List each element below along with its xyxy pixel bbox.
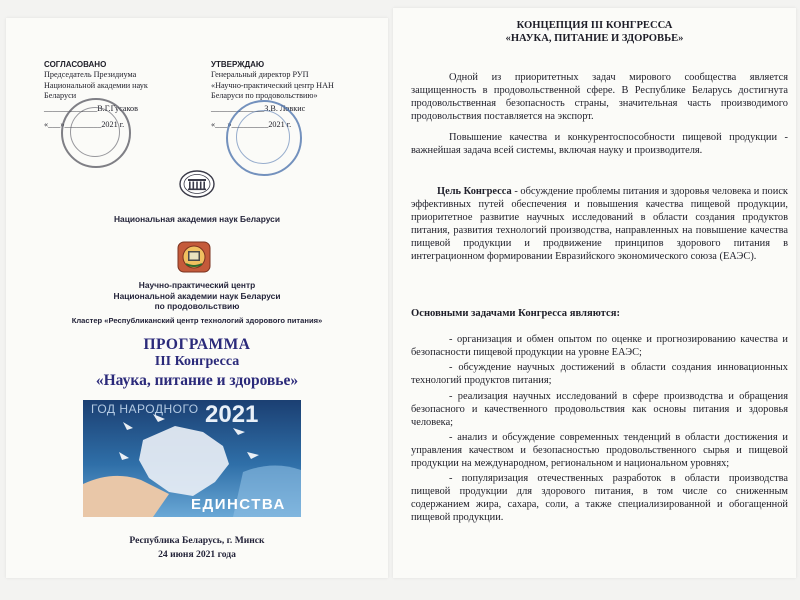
task-item: - популяризация отечественных разработок в области производства пищевой продукции для здорового питания, в том числе со сниженным содержанием жира, сахара, соли, а также специализированной и обогащенной пищевой продукции. (411, 473, 788, 524)
task-item: - организация и обмен опытом по оценке и прогнозированию качества и безопасности пищевой продукции на уровне ЕАЭС; (411, 334, 788, 358)
banner-year: 2021 (205, 401, 259, 428)
approval-heading: УТВЕРЖДАЮ (211, 60, 265, 69)
intro-paragraph: Повышение качества и конкурентоспособности пищевой продукции - важнейшая задача всей системы, включая науку и производителя. (411, 132, 788, 156)
approval-line: Председатель Президиума (44, 70, 137, 80)
program-cover-page (6, 18, 388, 578)
approval-heading: СОГЛАСОВАНО (44, 60, 107, 69)
approval-line: «Научно-практический центр НАН (211, 80, 334, 90)
approval-line: Беларуси (44, 91, 77, 101)
congress-concept-page (393, 8, 796, 578)
year-of-unity-banner (83, 400, 301, 517)
tasks-list (411, 334, 788, 528)
center-name-line: по продовольствию (154, 301, 240, 311)
approval-line: Генеральный директор РУП (211, 70, 309, 80)
banner-unity-word: ЕДИНСТВА (191, 496, 286, 513)
signature-date: «___»_________2021 г. (44, 120, 125, 130)
cluster-name: Кластер «Республиканский центр технологий здорового питания» (71, 316, 323, 325)
event-date: 24 июня 2021 года (158, 549, 236, 560)
congress-goal-paragraph (411, 186, 788, 263)
official-seal-stamp (61, 98, 131, 168)
center-name-line: Национальной академии наук Беларуси (113, 290, 281, 301)
academy-name: Национальная академия наук Беларуси (114, 214, 280, 224)
approval-line: Беларуси по продовольствию» (211, 91, 318, 101)
concept-title-line: «НАУКА, ПИТАНИЕ И ЗДОРОВЬЕ» (505, 32, 684, 44)
congress-number: III Конгресса (154, 354, 240, 369)
task-item: - обсуждение научных достижений в области создания инновационных технологий продуктов питания; (411, 362, 788, 387)
goal-text: - обсуждение проблемы питания и здоровья человека и поиск эффективных путей обеспечения и повышения качества пищевой продукции, приоритетное развитие научных исследований в области создания продуктов питания, развития технологий производства, направленных на повышение качества пищевой продукции и продвижение принципов здорового питания в интеграционном формировании Евразийского экономического союза (ЕАЭС). (411, 186, 788, 262)
tasks-heading: Основными задачами Конгресса являются: (411, 308, 620, 319)
congress-name: «Наука, питание и здоровье» (95, 372, 299, 389)
concept-title (393, 20, 796, 45)
banner-year-caption: ГОД НАРОДНОГО (91, 402, 199, 416)
event-location: Республика Беларусь, г. Минск (129, 535, 265, 546)
intro-paragraph: Одной из приоритетных задач мирового сообщества является защищенность в продовольственной сфере. В Республике Беларусь достигнута продовольственная безопасность страны, значительная часть производимого продовольствия поставляется на экспорт. (411, 72, 788, 122)
signature-line: _____________З.В. Ловкис (211, 103, 306, 113)
task-item: - реализация научных исследований в сфере производства и обращения безопасного и качественного продовольствия как основы питания и здоровья человека; (411, 390, 788, 428)
research-center-name (6, 280, 388, 312)
approval-line: Национальной академии наук (44, 80, 148, 90)
academy-building-logo (179, 170, 215, 198)
goal-label: Цель Конгресса (437, 186, 512, 197)
task-item: - анализ и обсуждение современных тенденций в области достижения и управления качеством и безопасностью продовольственного сырья и пищевой продукции на международном, региональном и национальном уровнях; (411, 432, 788, 469)
concept-title-line: КОНЦЕПЦИЯ III КОНГРЕССА (516, 20, 673, 31)
signature-date: «___»_________2021 г. (211, 120, 292, 130)
official-seal-stamp (226, 100, 302, 176)
food-center-emblem-logo (176, 240, 212, 274)
signature-line: _____________В.Г.Гусаков (44, 103, 138, 113)
center-name-line: Научно-практический центр (138, 280, 256, 290)
program-title: ПРОГРАММА (143, 336, 251, 353)
